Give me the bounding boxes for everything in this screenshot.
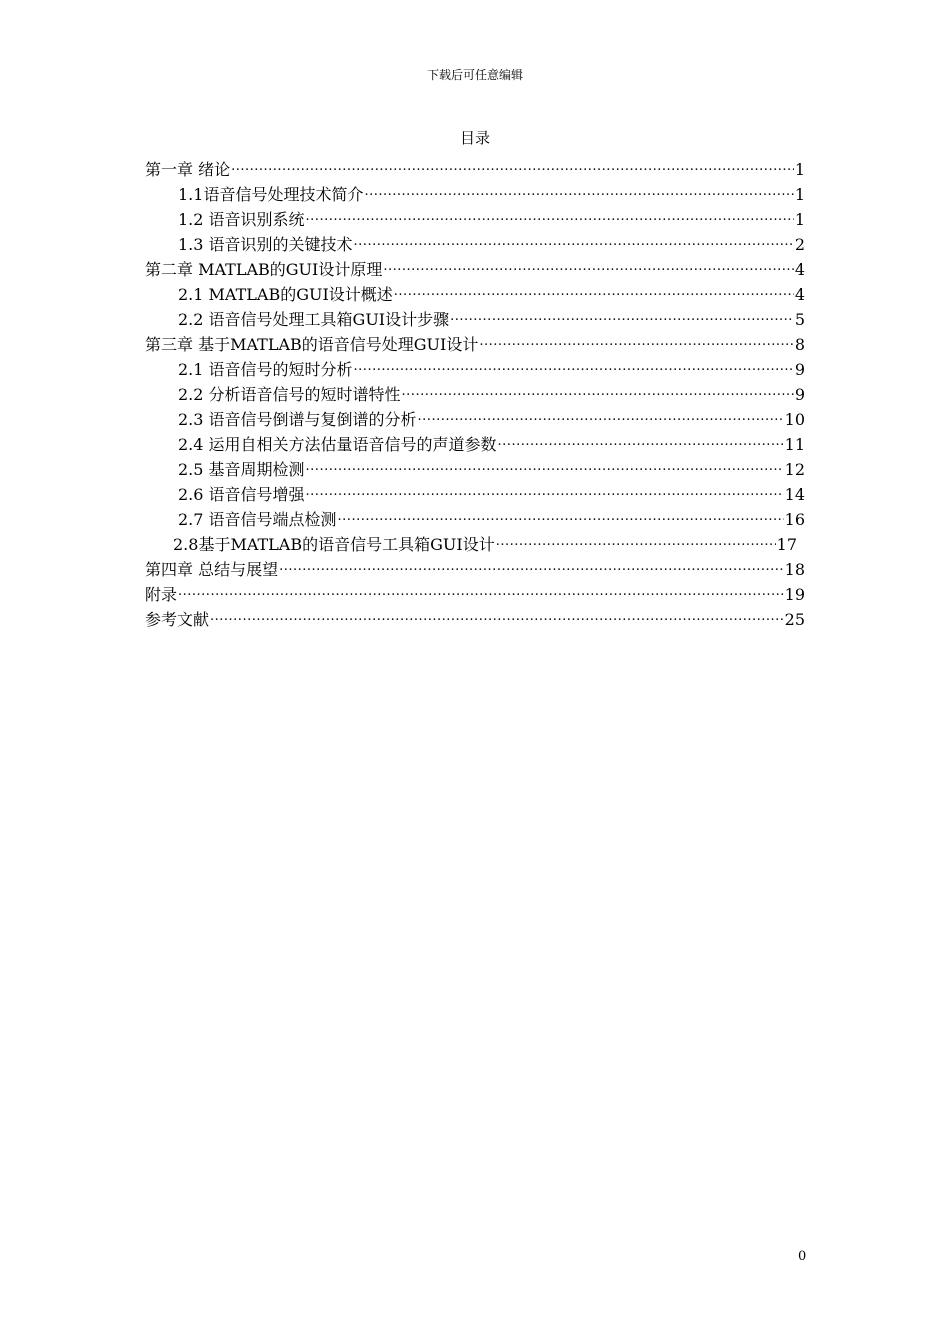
toc-entry-text: 1.1语音信号处理技术简介	[178, 185, 364, 204]
toc-entry-text: 第三章 基于MATLAB的语音信号处理GUI设计	[145, 335, 479, 354]
toc-entry-page: 25	[784, 610, 805, 629]
toc-entry-page: 5	[794, 310, 805, 329]
toc-dot-leader	[394, 275, 794, 300]
toc-entry-page: 1	[794, 185, 805, 204]
toc-entry-text: 2.1 MATLAB的GUI设计概述	[178, 285, 393, 304]
toc-entry-page: 17	[776, 535, 797, 554]
toc-dot-leader	[496, 525, 776, 550]
toc-dot-leader	[231, 150, 794, 175]
toc-entry-text: 2.5 基音周期检测	[178, 460, 305, 479]
toc-entry-text: 2.4 运用自相关方法估量语音信号的声道参数	[178, 435, 497, 454]
toc-entry-page: 16	[784, 510, 805, 529]
toc-entry-page: 14	[784, 485, 805, 504]
toc-entry-text: 1.2 语音识别系统	[178, 210, 305, 229]
toc-dot-leader	[354, 225, 794, 250]
toc-dot-leader	[479, 325, 793, 350]
toc-entry-text: 2.3 语音信号倒谱与复倒谱的分析	[178, 410, 417, 429]
toc-entry-text: 第二章 MATLAB的GUI设计原理	[145, 260, 383, 279]
toc-dot-leader	[418, 400, 784, 425]
page-header-note: 下载后可任意编辑	[426, 68, 523, 82]
toc-title: 目录	[459, 129, 490, 147]
toc-entry-references[interactable]	[145, 600, 805, 629]
toc-entry-page: 4	[794, 260, 805, 279]
toc-entry-page: 1	[794, 210, 805, 229]
toc-entry-text: 附录	[145, 585, 178, 604]
toc-dot-leader	[306, 450, 784, 475]
toc-dot-leader	[498, 425, 784, 450]
toc-entry-page: 18	[784, 560, 805, 579]
toc-dot-leader	[306, 200, 794, 225]
toc-entry-text: 第一章 绪论	[145, 160, 231, 179]
toc-entry-1-1[interactable]	[145, 175, 805, 204]
toc-entry-chapter-1[interactable]	[145, 150, 805, 179]
toc-entry-page: 10	[784, 410, 805, 429]
toc-entry-page: 12	[784, 460, 805, 479]
toc-entry-text: 2.2 语音信号处理工具箱GUI设计步骤	[178, 310, 450, 329]
toc-entry-text: 2.8基于MATLAB的语音信号工具箱GUI设计	[173, 535, 495, 554]
toc-entry-page: 11	[784, 435, 805, 454]
toc-entry-page: 9	[794, 385, 805, 404]
toc-entry-page: 2	[794, 235, 805, 254]
toc-entry-text: 2.7 语音信号端点检测	[178, 510, 337, 529]
toc-entry-page: 8	[794, 335, 805, 354]
toc-entry-text: 参考文献	[145, 610, 210, 629]
toc-entry-text: 2.2 分析语音信号的短时谱特性	[178, 385, 401, 404]
toc-dot-leader	[450, 300, 794, 325]
toc-dot-leader	[210, 600, 784, 625]
toc-entry-text: 2.6 语音信号增强	[178, 485, 305, 504]
toc-entry-page: 9	[794, 360, 805, 379]
toc-dot-leader	[178, 575, 784, 600]
toc-dot-leader	[306, 475, 784, 500]
toc-entry-page: 1	[794, 160, 805, 179]
toc-entry-appendix[interactable]	[145, 575, 805, 604]
toc-dot-leader	[338, 500, 784, 525]
toc-entry-page: 19	[784, 585, 805, 604]
toc-dot-leader	[354, 350, 794, 375]
page-number: 0	[798, 1249, 807, 1264]
toc-dot-leader	[402, 375, 794, 400]
toc-dot-leader	[364, 175, 793, 200]
table-of-contents	[145, 150, 805, 629]
toc-entry-text: 1.3 语音识别的关键技术	[178, 235, 353, 254]
toc-entry-text: 2.1 语音信号的短时分析	[178, 360, 353, 379]
toc-dot-leader	[279, 550, 784, 575]
toc-entry-text: 第四章 总结与展望	[145, 560, 279, 579]
toc-dot-leader	[383, 250, 793, 275]
toc-entry-page: 4	[794, 285, 805, 304]
